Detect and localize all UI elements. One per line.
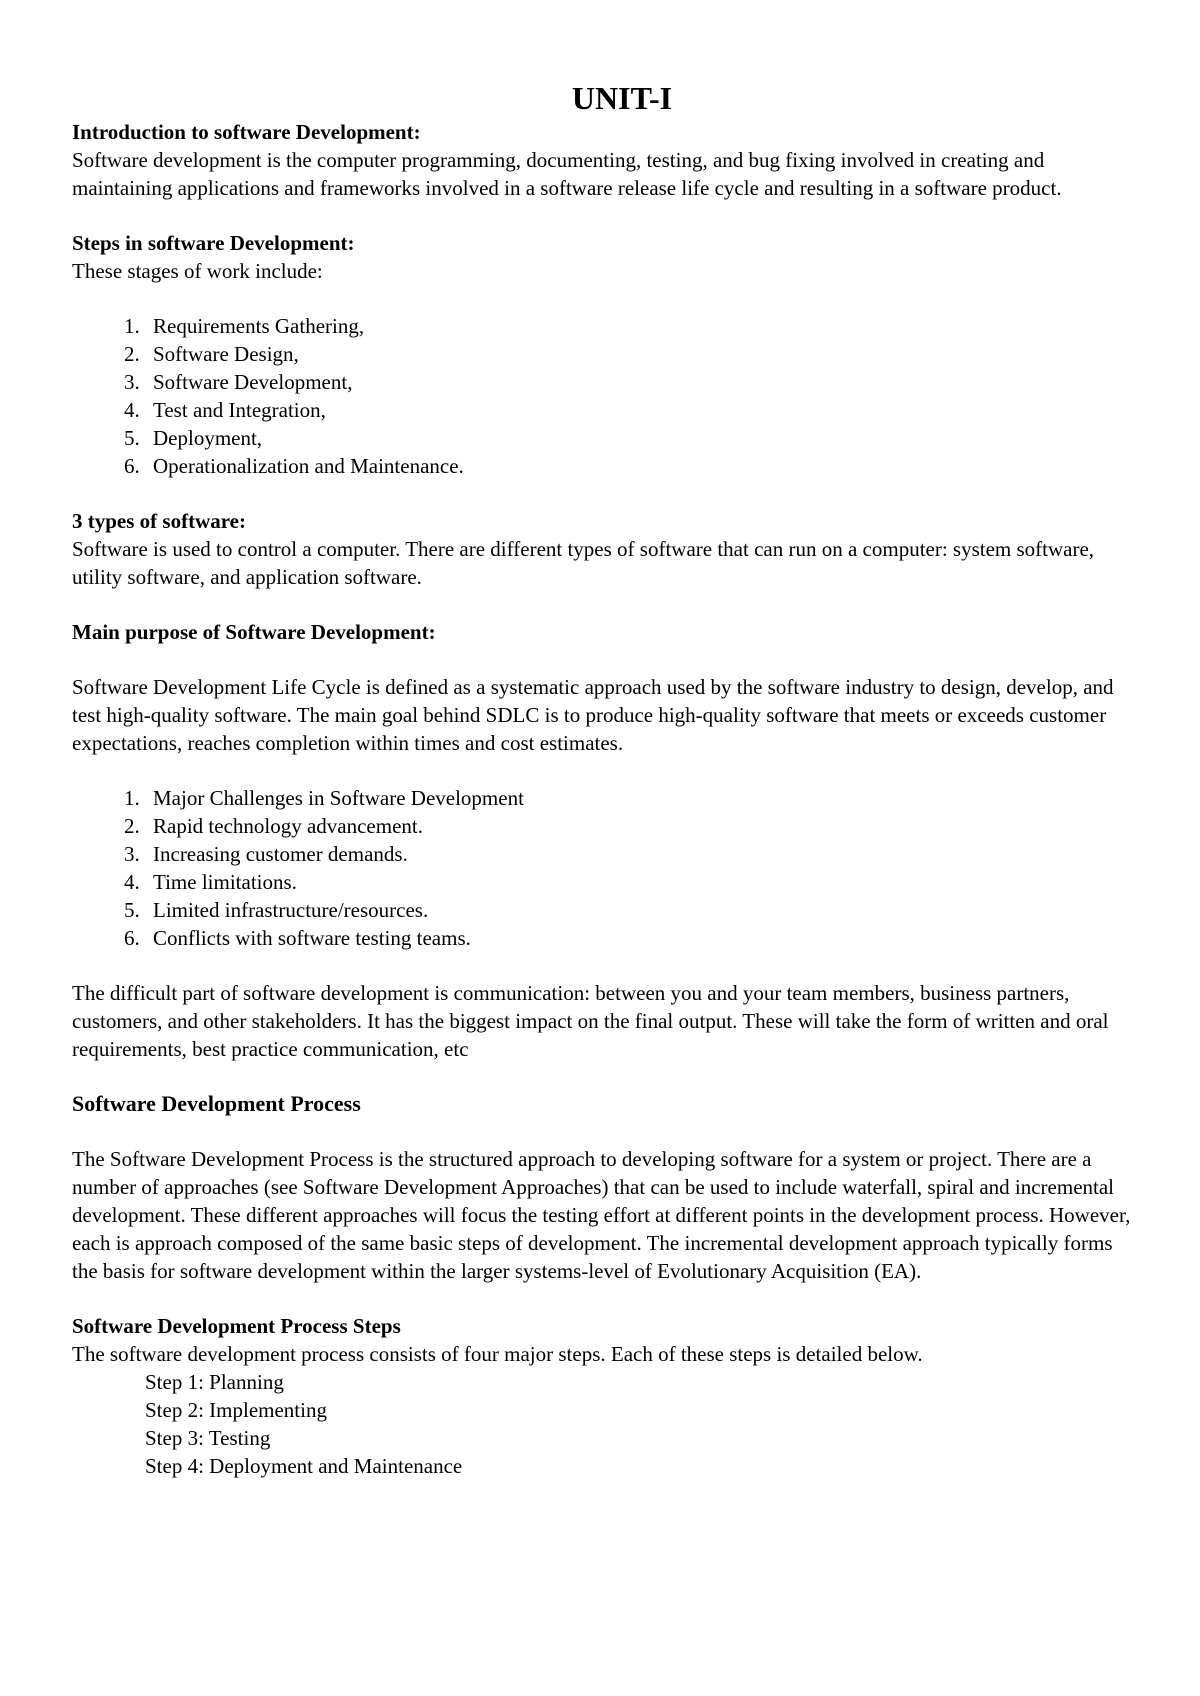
intro-heading: Introduction to software Development: [72,120,421,144]
page-title: UNIT-I [571,80,673,116]
list-item: 2. Software Design, [145,340,1132,368]
list-item: 1. Requirements Gathering, [145,312,1132,340]
list-item: 4. Time limitations. [145,868,1132,896]
spacer [72,1063,1132,1090]
list-item: Step 1: Planning [145,1370,284,1394]
spacer [72,1118,1132,1145]
spacer [72,480,1132,507]
steps-heading: Steps in software Development: [72,231,355,255]
communication-paragraph: The difficult part of software development is communication: between you and your team members, business partners, customers, and other stakeholders. It has the biggest impact on the final output. These will take the form of written and oral requirements, best practice communication, etc [72,981,1109,1061]
list-item: 3. Increasing customer demands. [145,840,1132,868]
challenges-list [72,784,1132,952]
list-item: 2. Rapid technology advancement. [145,812,1132,840]
process-heading: Software Development Process [72,1091,361,1116]
steps-lead: These stages of work include: [72,259,323,283]
document-page [72,70,1132,1480]
list-item: 1. Major Challenges in Software Development [145,784,1132,812]
purpose-heading: Main purpose of Software Development: [72,620,436,644]
types-paragraph: Software is used to control a computer. There are different types of software that can run on a computer: system software, utility software, and application software. [72,537,1095,589]
list-item: 5. Limited infrastructure/resources. [145,896,1132,924]
list-item: 6. Operationalization and Maintenance. [145,452,1132,480]
list-item: 3. Software Development, [145,368,1132,396]
intro-paragraph: Software development is the computer programming, documenting, testing, and bug fixing involved in creating and maintaining applications and frameworks involved in a software release life cycle and resulting in a software product. [72,148,1062,200]
purpose-paragraph: Software Development Life Cycle is defined as a systematic approach used by the software industry to design, develop, and test high-quality software. The main goal behind SDLC is to produce high-quality software that meets or exceeds customer expectations, reaches completion within times and cost estimates. [72,675,1114,755]
spacer [72,757,1132,784]
spacer [72,591,1132,618]
spacer [72,952,1132,979]
spacer [72,1285,1132,1312]
list-item: Step 2: Implementing [145,1398,327,1422]
spacer [72,285,1132,312]
list-item: 4. Test and Integration, [145,396,1132,424]
list-item: Step 3: Testing [145,1426,271,1450]
list-item: 5. Deployment, [145,424,1132,452]
steps-list [72,312,1132,480]
spacer [72,646,1132,673]
spacer [72,202,1132,229]
process-steps-lead: The software development process consists of four major steps. Each of these steps is detailed below. [72,1342,923,1366]
types-heading: 3 types of software: [72,509,246,533]
process-steps-heading: Software Development Process Steps [72,1314,401,1338]
process-steps-list [72,1368,1132,1480]
list-item: Step 4: Deployment and Maintenance [145,1454,463,1478]
process-paragraph: The Software Development Process is the structured approach to developing software for a system or project. There are a number of approaches (see Software Development Approaches) that can be used to include waterfall, spiral and incremental development. These different approaches will focus the testing effort at different points in the development process. However, each is approach composed of the same basic steps of development. The incremental development approach typically forms the basis for software development within the larger systems-level of Evolutionary Acquisition (EA). [72,1147,1131,1283]
list-item: 6. Conflicts with software testing teams. [145,924,1132,952]
